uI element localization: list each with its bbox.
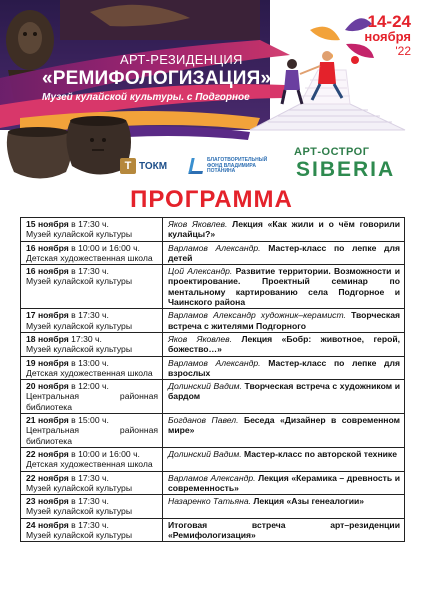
schedule-place: Центральная районная библиотека xyxy=(26,425,158,446)
schedule-person: Варламов Александр. xyxy=(168,357,261,368)
schedule-row xyxy=(21,356,405,380)
schedule-date: 22 ноября xyxy=(26,448,69,459)
schedule-event: Мастер-класс по авторской технике xyxy=(244,448,397,459)
schedule-person: Долинский Вадим. xyxy=(168,381,242,392)
schedule-event: Развитие территории. Возможности и проектирование. Проектный семинар по ментальному картированию села Подгорное и Чаинского района xyxy=(168,266,400,308)
residency-title: «РЕМИФОЛОГИЗАЦИЯ» xyxy=(42,68,272,89)
schedule-date: 24 ноября xyxy=(26,519,69,530)
schedule-place: Музей кулайской культуры xyxy=(26,344,133,355)
festival-days: 14-24 xyxy=(367,12,411,31)
schedule-place: Детская художественная школа xyxy=(26,252,153,263)
schedule-person: Яков Яковлев. xyxy=(168,333,233,344)
schedule-when-where xyxy=(21,414,163,448)
schedule-time: в 12:00 ч. xyxy=(71,381,109,392)
schedule-person: Долинский Вадим. xyxy=(168,448,242,459)
schedule-event-cell xyxy=(163,495,405,519)
schedule-event: Мастер-класс по лепке для взрослых xyxy=(168,357,400,378)
schedule-row xyxy=(21,218,405,242)
schedule-time: в 17:30 ч. xyxy=(71,310,109,321)
schedule-row xyxy=(21,380,405,414)
schedule-time: в 15:00 ч. xyxy=(71,415,109,426)
schedule-time: в 17:30 ч. xyxy=(71,472,109,483)
schedule-event-cell xyxy=(163,332,405,356)
schedule-time: в 17:30 ч. xyxy=(71,219,109,229)
schedule-time: в 17:30 ч. xyxy=(71,266,109,277)
schedule-place: Центральная районная библиотека xyxy=(26,391,158,412)
schedule-when-where xyxy=(21,518,163,542)
schedule-time: 17:30 ч. xyxy=(71,333,102,344)
schedule-date: 16 ноября xyxy=(26,242,69,253)
schedule-time: в 13:00 ч. xyxy=(71,357,109,368)
schedule-date: 15 ноября xyxy=(26,219,69,229)
residency-subtitle: Музей кулайской культуры. с Подгорное xyxy=(42,92,250,103)
schedule-person: Цой Александр. xyxy=(168,266,233,277)
schedule-when-where xyxy=(21,356,163,380)
program-title: ПРОГРАММА xyxy=(130,186,293,213)
schedule-event: Беседа «Дизайнер в современном мире» xyxy=(168,415,400,436)
residency-label: АРТ-РЕЗИДЕНЦИЯ xyxy=(120,52,243,67)
schedule-date: 21 ноября xyxy=(26,415,69,426)
schedule-date: 19 ноября xyxy=(26,357,69,368)
schedule-person: Богданов Павел. xyxy=(168,415,239,426)
schedule-event-cell xyxy=(163,380,405,414)
schedule-row xyxy=(21,309,405,333)
schedule-when-where xyxy=(21,471,163,495)
schedule-event-cell xyxy=(163,241,405,265)
schedule-time: в 10:00 и 16:00 ч. xyxy=(71,242,140,253)
schedule-place: Музей кулайской культуры xyxy=(26,530,133,541)
schedule-time: в 17:30 ч. xyxy=(71,519,109,530)
schedule-person: Варламов Александр. xyxy=(168,242,261,253)
schedule-row xyxy=(21,471,405,495)
festival-year: '22 xyxy=(395,44,411,58)
schedule-when-where xyxy=(21,218,163,242)
schedule-event-cell xyxy=(163,356,405,380)
schedule-event: Мастер-класс по лепке для детей xyxy=(168,242,400,263)
schedule-event: Творческая встреча с жителями Подгорного xyxy=(168,310,400,331)
schedule-row xyxy=(21,518,405,542)
schedule-event: Творческая встреча с художником и бардом xyxy=(168,381,400,402)
schedule-row xyxy=(21,332,405,356)
schedule-event-cell xyxy=(163,518,405,542)
schedule-place: Музей кулайской культуры xyxy=(26,276,133,287)
schedule-when-where xyxy=(21,447,163,471)
art-ostrog-label: АРТ-ОСТРОГ xyxy=(294,146,370,158)
potanin-fund-logo-text: БЛАГОТВОРИТЕЛЬНЫЙ ФОНД ВЛАДИМИРА ПОТАНИНА xyxy=(207,157,268,174)
schedule-event: Итоговая встреча арт–резиденции «Ремифологизация» xyxy=(168,519,400,541)
schedule-person: Варламов Александр художник–керамист. xyxy=(168,310,346,321)
schedule-place: Музей кулайской культуры xyxy=(26,320,133,331)
schedule-row xyxy=(21,414,405,448)
schedule-place: Детская художественная школа xyxy=(26,459,153,470)
schedule-event-cell xyxy=(163,265,405,309)
schedule-place: Детская художественная школа xyxy=(26,367,153,378)
schedule-event-cell xyxy=(163,309,405,333)
schedule-date: 23 ноября xyxy=(26,496,69,507)
schedule-when-where xyxy=(21,495,163,519)
festival-dates xyxy=(331,13,411,58)
schedule-row xyxy=(21,265,405,309)
schedule-date: 20 ноября xyxy=(26,381,69,392)
schedule-event-cell xyxy=(163,218,405,242)
schedule-when-where xyxy=(21,380,163,414)
schedule-event: Лекция «Керамика – древность и современность» xyxy=(168,472,400,493)
schedule-event: Лекция «Бобр: животное, герой, божество…» xyxy=(168,333,400,355)
schedule-when-where xyxy=(21,265,163,309)
schedule-event: Лекция «Азы генеалогии» xyxy=(253,496,365,507)
schedule-row xyxy=(21,447,405,471)
schedule-person: Варламов Александр. xyxy=(168,472,256,483)
tokm-logo-text: ТОКМ xyxy=(139,160,168,172)
schedule-time: в 17:30 ч. xyxy=(71,496,109,507)
schedule-when-where xyxy=(21,332,163,356)
potanin-fund-logo xyxy=(190,158,269,175)
tokm-logo-icon: Т xyxy=(120,158,136,174)
schedule-place: Музей кулайской культуры xyxy=(26,229,133,240)
schedule-event-cell xyxy=(163,471,405,495)
potanin-fund-logo-icon xyxy=(188,158,205,174)
schedule-body xyxy=(21,218,405,542)
schedule-date: 18 ноября xyxy=(26,333,69,344)
schedule-when-where xyxy=(21,309,163,333)
schedule-person: Яков Яковлев. xyxy=(168,219,228,229)
schedule-person: Назаренко Татьяна. xyxy=(168,496,251,507)
schedule-table xyxy=(20,217,405,542)
schedule-date: 16 ноября xyxy=(26,266,69,277)
schedule-date: 17 ноября xyxy=(26,310,69,321)
siberia-logo: SIBERIA xyxy=(296,158,396,181)
schedule-date: 22 ноября xyxy=(26,472,69,483)
festival-month: ноября xyxy=(364,29,411,44)
schedule-place: Музей кулайской культуры xyxy=(26,482,133,493)
schedule-time: в 10:00 и 16:00 ч. xyxy=(71,448,140,459)
schedule-place: Музей кулайской культуры xyxy=(26,506,133,517)
header-banner xyxy=(0,0,423,185)
schedule-event: Лекция «Как жили и о чём говорили кулайцы?» xyxy=(168,219,400,240)
schedule-row xyxy=(21,241,405,265)
schedule-event-cell xyxy=(163,414,405,448)
schedule-event-cell xyxy=(163,447,405,471)
schedule-when-where xyxy=(21,241,163,265)
schedule-row xyxy=(21,495,405,519)
tokm-logo xyxy=(120,158,167,174)
